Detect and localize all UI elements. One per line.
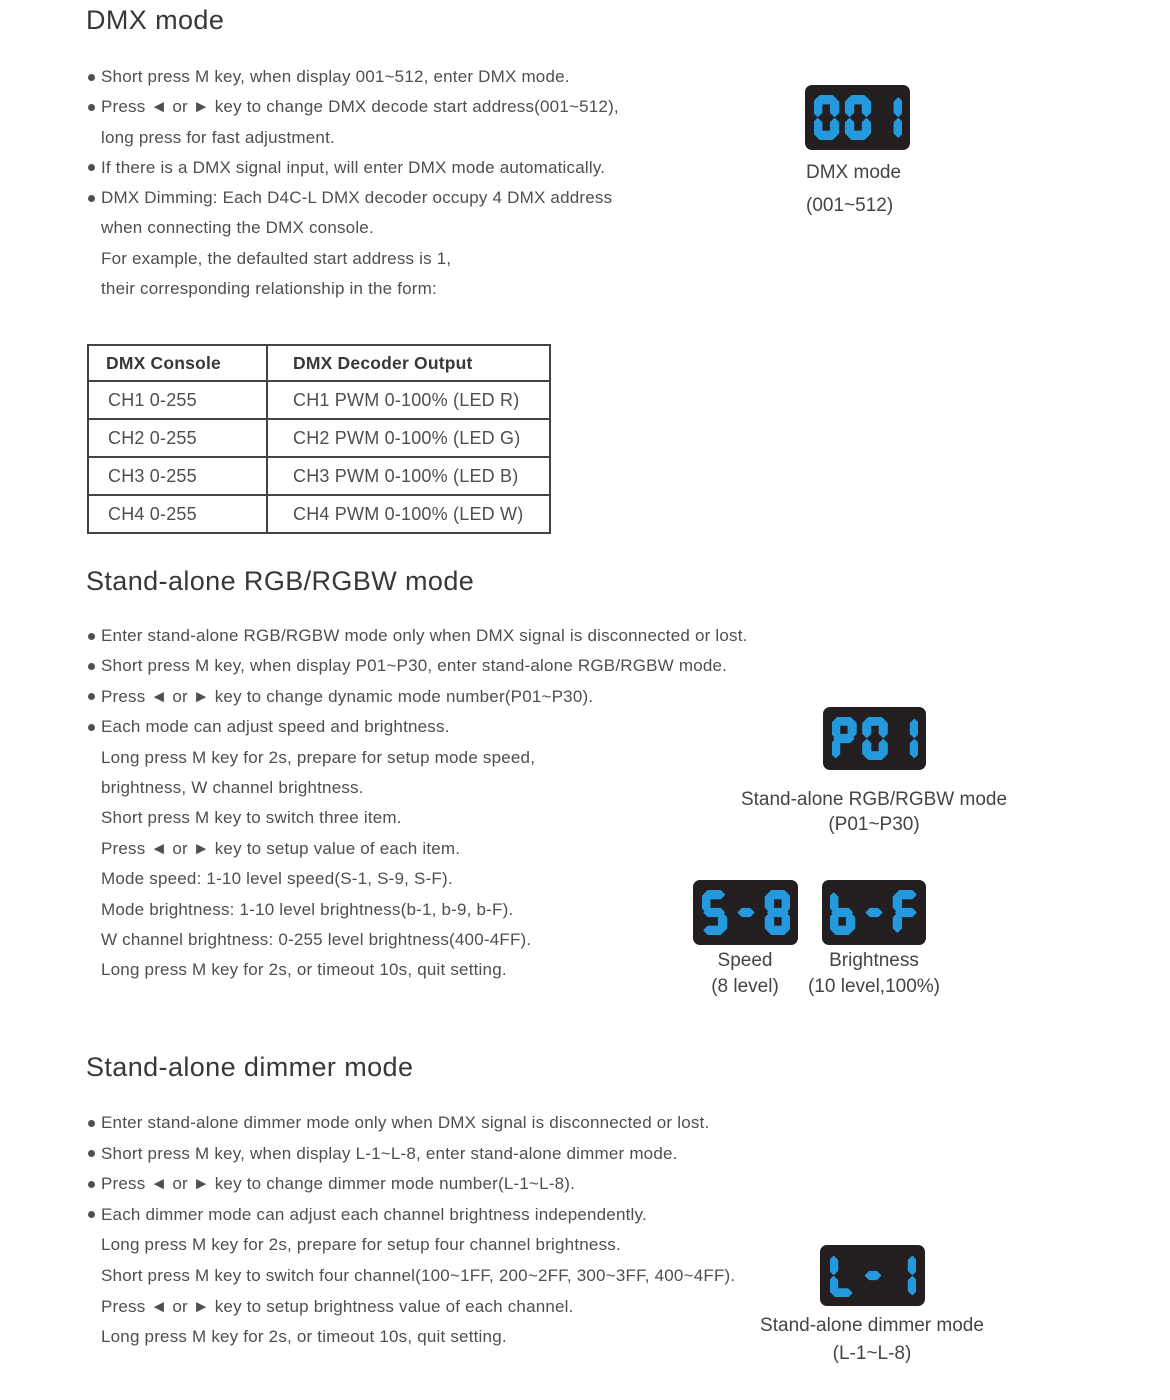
table-row	[88, 457, 550, 495]
brightness-display-caption	[767, 948, 981, 999]
bullet-item: Press ◄ or ► key to change DMX decode start address(001~512),	[88, 92, 619, 122]
seven-segment-digits	[702, 890, 790, 935]
table-header-dmx-console: DMX Console	[88, 345, 267, 381]
bullet-item: Each dimmer mode can adjust each channel brightness independently.	[88, 1200, 735, 1231]
bullet-item: If there is a DMX signal input, will enter DMX mode automatically.	[88, 153, 619, 183]
dimmer-display-caption-line2: (L-1~L-8)	[832, 1343, 912, 1364]
table-cell: CH2 0-255	[88, 419, 267, 457]
seven-segment-digits	[830, 1254, 916, 1297]
continuation-line: Press ◄ or ► key to setup brightness value of each channel.	[101, 1296, 574, 1316]
continuation-line: Long press M key for 2s, prepare for setup mode speed,	[101, 747, 536, 767]
table-cell: CH2 PWM 0-100% (LED G)	[267, 419, 550, 457]
seven-segment-display-brightness	[822, 880, 926, 945]
continuation-line: brightness, W channel brightness.	[101, 778, 364, 798]
bullet-item: Short press M key, when display L-1~L-8, enter stand-alone dimmer mode.	[88, 1139, 735, 1170]
continuation-line: their corresponding relationship in the form:	[101, 279, 437, 299]
speed-display-caption-line2: (8 level)	[711, 975, 779, 997]
seven-segment-display-dimmer-mode	[820, 1245, 925, 1306]
bullet-item: Press ◄ or ► key to change dynamic mode number(P01~P30).	[88, 682, 748, 712]
dimmer-display-caption	[712, 1312, 1032, 1368]
bullet-item: Each mode can adjust speed and brightness.	[88, 712, 748, 742]
dimmer-display-caption-line1: Stand-alone dimmer mode	[760, 1315, 984, 1336]
seven-segment-display-rgbw-mode	[823, 707, 926, 770]
table-cell: CH1 PWM 0-100% (LED R)	[267, 381, 550, 419]
continuation-line: W channel brightness: 0-255 level brightness(400-4FF).	[101, 930, 532, 950]
bullet-item: Enter stand-alone RGB/RGBW mode only when DMX signal is disconnected or lost.	[88, 621, 748, 651]
seven-segment-display-speed	[693, 880, 798, 945]
seven-segment-digits	[814, 95, 902, 140]
rgbw-display-caption-line2: (P01~P30)	[828, 814, 920, 835]
dmx-mode-bullet-list	[88, 62, 619, 304]
dmx-display-caption-line2: (001~512)	[806, 194, 894, 216]
dmx-display-caption	[806, 157, 901, 222]
table-row	[88, 419, 550, 457]
dimmer-mode-bullet-list	[88, 1108, 735, 1353]
bullet-item: Press ◄ or ► key to change dimmer mode number(L-1~L-8).	[88, 1169, 735, 1200]
table-cell: CH4 0-255	[88, 495, 267, 533]
table-header-dmx-decoder-output: DMX Decoder Output	[267, 345, 550, 381]
continuation-line: Short press M key to switch four channel(100~1FF, 200~2FF, 300~3FF, 400~4FF).	[101, 1265, 736, 1285]
bullet-item: Short press M key, when display 001~512, enter DMX mode.	[88, 62, 619, 92]
rgbw-display-caption	[734, 787, 1014, 837]
continuation-line: For example, the defaulted start address is 1,	[101, 248, 452, 268]
section-title-standalone-rgbw-mode: Stand-alone RGB/RGBW mode	[86, 566, 475, 596]
table-cell: CH4 PWM 0-100% (LED W)	[267, 495, 550, 533]
table-row	[88, 495, 550, 533]
rgbw-display-caption-line1: Stand-alone RGB/RGBW mode	[740, 789, 1008, 810]
section-title-standalone-dimmer-mode: Stand-alone dimmer mode	[86, 1052, 414, 1082]
seven-segment-display-dmx	[805, 85, 910, 150]
speed-display-caption-line1: Speed	[717, 950, 773, 971]
table-cell: CH1 0-255	[88, 381, 267, 419]
rgbw-mode-bullet-list	[88, 621, 748, 986]
table-cell: CH3 PWM 0-100% (LED B)	[267, 457, 550, 495]
table-cell: CH3 0-255	[88, 457, 267, 495]
bullet-item: Enter stand-alone dimmer mode only when DMX signal is disconnected or lost.	[88, 1108, 735, 1139]
brightness-display-caption-line1: Brightness	[829, 950, 919, 971]
continuation-line: Mode speed: 1-10 level speed(S-1, S-9, S-F).	[101, 869, 453, 889]
continuation-line: Long press M key for 2s, or timeout 10s, quit setting.	[101, 960, 507, 980]
continuation-line: when connecting the DMX console.	[101, 218, 374, 238]
dmx-display-caption-line1: DMX mode	[806, 162, 902, 183]
brightness-display-caption-line2: (10 level,100%)	[807, 975, 941, 997]
bullet-item: DMX Dimming: Each D4C-L DMX decoder occupy 4 DMX address	[88, 183, 619, 213]
table-row	[88, 381, 550, 419]
seven-segment-digits	[832, 717, 918, 760]
continuation-line: Mode brightness: 1-10 level brightness(b-1, b-9, b-F).	[101, 899, 514, 919]
continuation-line: Long press M key for 2s, prepare for setup four channel brightness.	[101, 1235, 621, 1255]
seven-segment-digits	[830, 890, 918, 935]
section-title-dmx-mode: DMX mode	[86, 5, 225, 35]
dmx-channel-table	[87, 344, 551, 534]
continuation-line: Press ◄ or ► key to setup value of each item.	[101, 838, 461, 858]
continuation-line: Long press M key for 2s, or timeout 10s, quit setting.	[101, 1327, 507, 1347]
continuation-line: Short press M key to switch three item.	[101, 808, 402, 828]
continuation-line: long press for fast adjustment.	[101, 127, 335, 147]
bullet-item: Short press M key, when display P01~P30, enter stand-alone RGB/RGBW mode.	[88, 651, 748, 681]
table-header-row	[88, 345, 550, 381]
